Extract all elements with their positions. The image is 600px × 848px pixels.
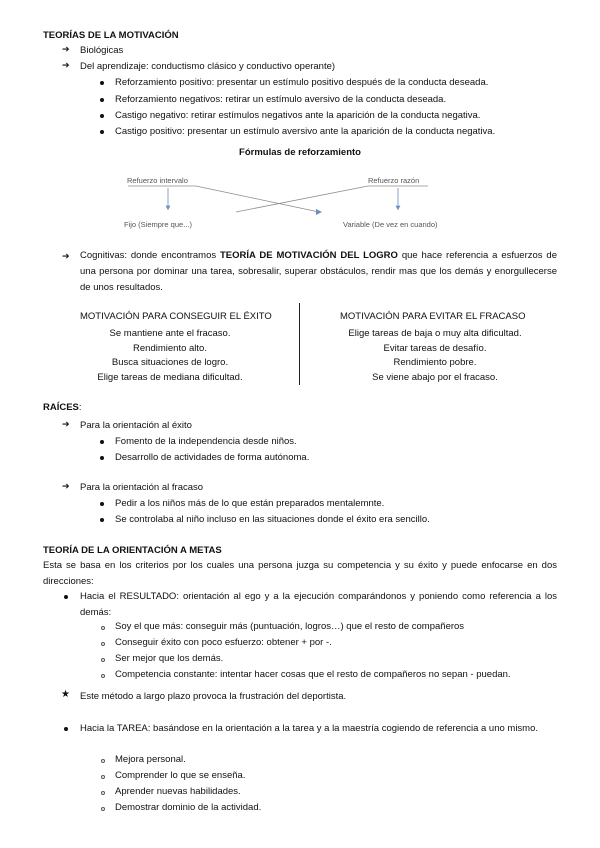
list-item: Rendimiento pobre. <box>393 357 477 368</box>
diagram-title: Fórmulas de reforzamiento <box>239 147 361 158</box>
bullet-icon <box>100 502 104 506</box>
list-item: Para la orientación al éxito <box>80 420 192 431</box>
column-left-list <box>70 327 270 385</box>
diagram-label: Fijo (Siempre que...) <box>124 220 192 229</box>
arrow-icon: ➔ <box>62 481 70 491</box>
list-item: Elige tareas de mediana dificultad. <box>97 371 243 383</box>
circle-bullet-icon <box>101 759 105 763</box>
circle-bullet-icon <box>101 775 105 779</box>
resultado-paragraph: Hacia el RESULTADO: orientación al ego y a la ejecución comparándonos y poniendo como referencia a los demás: <box>80 591 557 618</box>
column-divider <box>299 303 300 385</box>
list-item: Reforzamiento positivo: presentar un estímulo positivo después de la conducta deseada. <box>115 77 489 88</box>
diagram-label: Refuerzo razón <box>368 176 420 185</box>
list-item: Elige tareas de baja o muy alta dificultad. <box>348 328 522 339</box>
section-title: TEORÍAS DE LA MOTIVACIÓN <box>43 30 179 41</box>
list-item: Castigo positivo: presentar un estímulo aversivo ante la aparición de la conducta negativa. <box>115 126 496 137</box>
diagram-label: Variable (De vez en cuando) <box>343 220 438 229</box>
metas-intro: Esta se basa en los criterios por los cuales una persona juzga su competencia y su éxito y puede enfocarse en dos direcciones: <box>43 560 557 587</box>
list-item: Busca situaciones de logro. <box>111 357 229 368</box>
list-item: Conseguir éxito con poco esfuerzo: obtener + por -. <box>115 637 332 648</box>
list-item: Para la orientación al fracaso <box>80 482 204 493</box>
list-item: Pedir a los niños más de lo que están preparados mentalemnte. <box>115 498 385 509</box>
list-item: Ser mejor que los demás. <box>115 653 224 664</box>
tarea-paragraph: Hacia la TAREA: basándose en la orientación a la tarea y a la maestría cogiendo de referencia a uno mismo. <box>80 723 539 734</box>
list-item: Se mantiene ante el fracaso. <box>109 328 231 339</box>
circle-bullet-icon <box>101 642 105 646</box>
star-note: Este método a largo plazo provoca la frustración del deportista. <box>80 691 347 702</box>
bullet-icon <box>100 440 104 444</box>
arrow-icon: ➔ <box>62 44 70 54</box>
list-item: Se viene abajo por el fracaso. <box>372 371 498 383</box>
bullet-icon <box>100 456 104 460</box>
list-item: Desarrollo de actividades de forma autónoma. <box>115 452 310 463</box>
arrow-icon: ➔ <box>62 60 70 70</box>
list-item: Rendimiento alto. <box>133 342 207 354</box>
list-item: Fomento de la independencia desde niños. <box>115 436 297 447</box>
circle-bullet-icon <box>101 658 105 662</box>
list-item: Demostrar dominio de la actividad. <box>115 802 262 813</box>
circle-bullet-icon <box>101 807 105 811</box>
list-item: Mejora personal. <box>115 754 186 765</box>
column-right-list <box>330 327 540 385</box>
list-item: Del aprendizaje: conductismo clásico y conductivo operante) <box>80 61 336 72</box>
star-icon: ★ <box>61 689 70 700</box>
bullet-icon <box>64 727 68 731</box>
list-item: Reforzamiento negativos: retirar un estímulo aversivo de la conducta deseada. <box>115 94 447 105</box>
list-item: Competencia constante: intentar hacer cosas que el resto de compañeros no sepan - puedan. <box>115 669 511 680</box>
reinforcement-diagram <box>0 0 600 240</box>
list-item: Soy el que más: conseguir más (puntuación, logros…) que el resto de compañeros <box>115 621 465 632</box>
bullet-icon <box>100 518 104 522</box>
list-item: Biológicas <box>80 45 124 56</box>
column-title-right: MOTIVACIÓN PARA EVITAR EL FRACASO <box>340 311 526 322</box>
column-title-left: MOTIVACIÓN PARA CONSEGUIR EL ÉXITO <box>80 311 272 322</box>
section-title: TEORÍA DE LA ORIENTACIÓN A METAS <box>43 545 222 556</box>
arrow-icon: ➔ <box>62 419 70 429</box>
raices-title: RAÍCES: <box>43 402 82 413</box>
circle-bullet-icon <box>101 626 105 630</box>
diagram-label: Refuerzo intervalo <box>127 176 188 185</box>
list-item: Se controlaba al niño incluso en las situaciones donde el éxito era sencillo. <box>115 514 430 525</box>
cognitivas-paragraph: Cognitivas: donde encontramos TEORÍA DE MOTIVACIÓN DEL LOGRO que hace referencia a esfuerzos de una persona por dominar una tarea, sobresalir, superar obstáculos, rendir mas que los demás y enorgullecerse de unos resultados. <box>80 250 557 293</box>
list-item: Castigo negativo: retirar estímulos negativos ante la aparición de la conducta negativa. <box>115 110 481 121</box>
circle-bullet-icon <box>101 791 105 795</box>
bullet-icon <box>64 595 68 599</box>
list-item: Aprender nuevas habilidades. <box>115 786 241 797</box>
circle-bullet-icon <box>101 674 105 678</box>
arrow-icon: ➔ <box>62 251 70 261</box>
list-item: Evitar tareas de desafío. <box>383 342 487 354</box>
list-item: Comprender lo que se enseña. <box>115 770 246 781</box>
